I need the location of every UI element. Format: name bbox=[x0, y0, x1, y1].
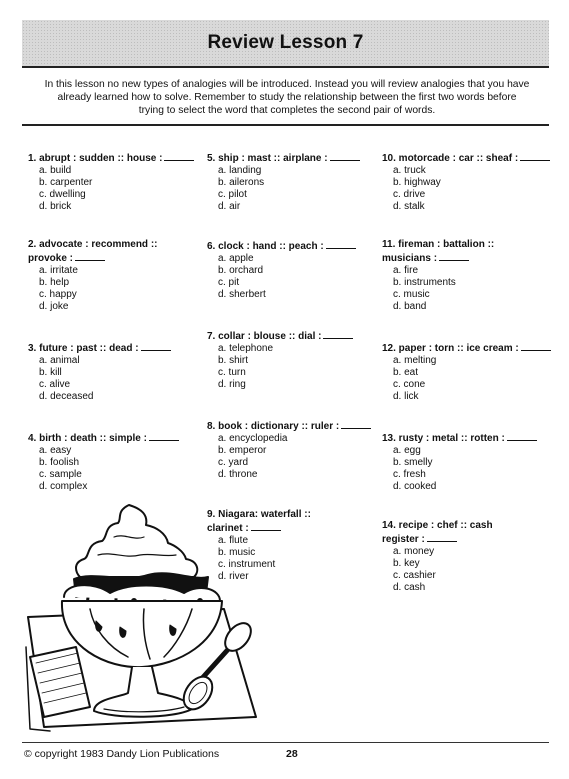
question-2: 2. advocate : recommend :: provoke : a. irritate b. help c. happy d. joke bbox=[28, 239, 168, 313]
option[interactable]: b. kill bbox=[39, 367, 62, 378]
divider bbox=[22, 124, 549, 126]
question-7: 7. collar : blouse :: dial : a. telephone b. shirt c. turn d. ring bbox=[207, 329, 377, 391]
option[interactable]: a. fire bbox=[393, 265, 419, 276]
question-11: 11. fireman : battalion :: musicians : a. fire b. instruments c. music d. band bbox=[382, 239, 512, 313]
option[interactable]: d. river bbox=[218, 571, 249, 582]
answer-blank[interactable] bbox=[507, 431, 537, 441]
answer-blank[interactable] bbox=[326, 239, 356, 249]
answer-blank[interactable] bbox=[520, 151, 550, 161]
option[interactable]: c. sample bbox=[39, 469, 82, 480]
answer-blank[interactable] bbox=[75, 251, 105, 261]
option[interactable]: c. turn bbox=[218, 367, 246, 378]
page-title: Review Lesson 7 bbox=[207, 32, 364, 53]
option[interactable]: a. apple bbox=[218, 253, 254, 264]
question-13: 13. rusty : metal :: rotten : a. egg b. smelly c. fresh d. cooked bbox=[382, 431, 552, 493]
answer-blank[interactable] bbox=[149, 431, 179, 441]
option[interactable]: d. joke bbox=[39, 301, 69, 312]
answer-blank[interactable] bbox=[164, 151, 194, 161]
answer-blank[interactable] bbox=[439, 251, 469, 261]
option[interactable]: a. melting bbox=[393, 355, 437, 366]
option[interactable]: a. truck bbox=[393, 165, 426, 176]
answer-blank[interactable] bbox=[141, 341, 171, 351]
option[interactable]: b. key bbox=[393, 558, 420, 569]
lesson-intro: In this lesson no new types of analogies will be introduced. Instead you will review analogies that you have already learned how to solve. Remember to study the relationship between the first two words before trying to select the word that completes the second pair of words. bbox=[44, 79, 530, 116]
option[interactable]: d. brick bbox=[39, 201, 72, 212]
option[interactable]: d. deceased bbox=[39, 391, 94, 402]
option[interactable]: c. happy bbox=[39, 289, 77, 300]
option[interactable]: b. instruments bbox=[393, 277, 456, 288]
option[interactable]: c. dwelling bbox=[39, 189, 86, 200]
answer-blank[interactable] bbox=[341, 419, 371, 429]
option[interactable]: b. highway bbox=[393, 177, 441, 188]
option[interactable]: a. animal bbox=[39, 355, 80, 366]
option[interactable]: c. cashier bbox=[393, 570, 436, 581]
option[interactable]: a. landing bbox=[218, 165, 262, 176]
option[interactable]: d. lick bbox=[393, 391, 419, 402]
option[interactable]: b. orchard bbox=[218, 265, 264, 276]
option[interactable]: a. easy bbox=[39, 445, 72, 456]
question-12: 12. paper : torn :: ice cream : a. melting b. eat c. cone d. lick bbox=[382, 341, 552, 403]
answer-blank[interactable] bbox=[323, 329, 353, 339]
ice-cream-sundae-icon bbox=[24, 497, 264, 737]
option[interactable]: d. band bbox=[393, 301, 427, 312]
option[interactable]: b. shirt bbox=[218, 355, 249, 366]
option[interactable]: a. build bbox=[39, 165, 72, 176]
question-9: 9. Niagara: waterfall :: clarinet : a. flute b. music c. instrument d. river bbox=[207, 509, 325, 583]
option[interactable]: c. fresh bbox=[393, 469, 426, 480]
answer-blank[interactable] bbox=[330, 151, 360, 161]
option[interactable]: d. sherbert bbox=[218, 289, 266, 300]
question-10: 10. motorcade : car :: sheaf : a. truck b. highway c. drive d. stalk bbox=[382, 151, 552, 213]
question-5: 5. ship : mast :: airplane : a. landing b. ailerons c. pilot d. air bbox=[207, 151, 377, 213]
option[interactable]: c. drive bbox=[393, 189, 426, 200]
option[interactable]: b. smelly bbox=[393, 457, 433, 468]
option[interactable]: b. eat bbox=[393, 367, 419, 378]
option[interactable]: d. cash bbox=[393, 582, 426, 593]
question-1: 1. abrupt : sudden :: house : a. build b. carpenter c. dwelling d. brick bbox=[28, 151, 198, 213]
option[interactable]: c. pilot bbox=[218, 189, 247, 200]
option[interactable]: d. ring bbox=[218, 379, 246, 390]
option[interactable]: b. emperor bbox=[218, 445, 267, 456]
option[interactable]: d. complex bbox=[39, 481, 88, 492]
answer-blank[interactable] bbox=[521, 341, 551, 351]
option[interactable]: c. pit bbox=[218, 277, 240, 288]
option[interactable]: b. music bbox=[218, 547, 256, 558]
answer-blank[interactable] bbox=[427, 532, 457, 542]
page-number: 28 bbox=[286, 748, 298, 760]
page-header bbox=[22, 20, 549, 68]
option[interactable]: c. instrument bbox=[218, 559, 276, 570]
option[interactable]: c. music bbox=[393, 289, 430, 300]
option[interactable]: d. throne bbox=[218, 469, 258, 480]
option[interactable]: a. flute bbox=[218, 535, 249, 546]
option[interactable]: b. help bbox=[39, 277, 70, 288]
option[interactable]: a. money bbox=[393, 546, 435, 557]
question-3: 3. future : past :: dead : a. animal b. kill c. alive d. deceased bbox=[28, 341, 198, 403]
option[interactable]: a. encyclopedia bbox=[218, 433, 288, 444]
question-6: 6. clock : hand :: peach : a. apple b. orchard c. pit d. sherbert bbox=[207, 239, 377, 301]
question-14: 14. recipe : chef :: cash register : a. money b. key c. cashier d. cash bbox=[382, 520, 500, 594]
option[interactable]: d. stalk bbox=[393, 201, 425, 212]
option[interactable]: a. telephone bbox=[218, 343, 274, 354]
option[interactable]: a. irritate bbox=[39, 265, 78, 276]
option[interactable]: d. air bbox=[218, 201, 241, 212]
option[interactable]: d. cooked bbox=[393, 481, 437, 492]
option[interactable]: b. ailerons bbox=[218, 177, 265, 188]
option[interactable]: b. foolish bbox=[39, 457, 80, 468]
footer-divider bbox=[22, 742, 549, 743]
option[interactable]: c. alive bbox=[39, 379, 71, 390]
option[interactable]: b. carpenter bbox=[39, 177, 93, 188]
option[interactable]: c. yard bbox=[218, 457, 249, 468]
option[interactable]: a. egg bbox=[393, 445, 421, 456]
question-8: 8. book : dictionary :: ruler : a. encyclopedia b. emperor c. yard d. throne bbox=[207, 419, 377, 481]
option[interactable]: c. cone bbox=[393, 379, 426, 390]
copyright-notice: © copyright 1983 Dandy Lion Publications bbox=[24, 748, 220, 760]
question-4: 4. birth : death :: simple : a. easy b. foolish c. sample d. complex bbox=[28, 431, 198, 493]
